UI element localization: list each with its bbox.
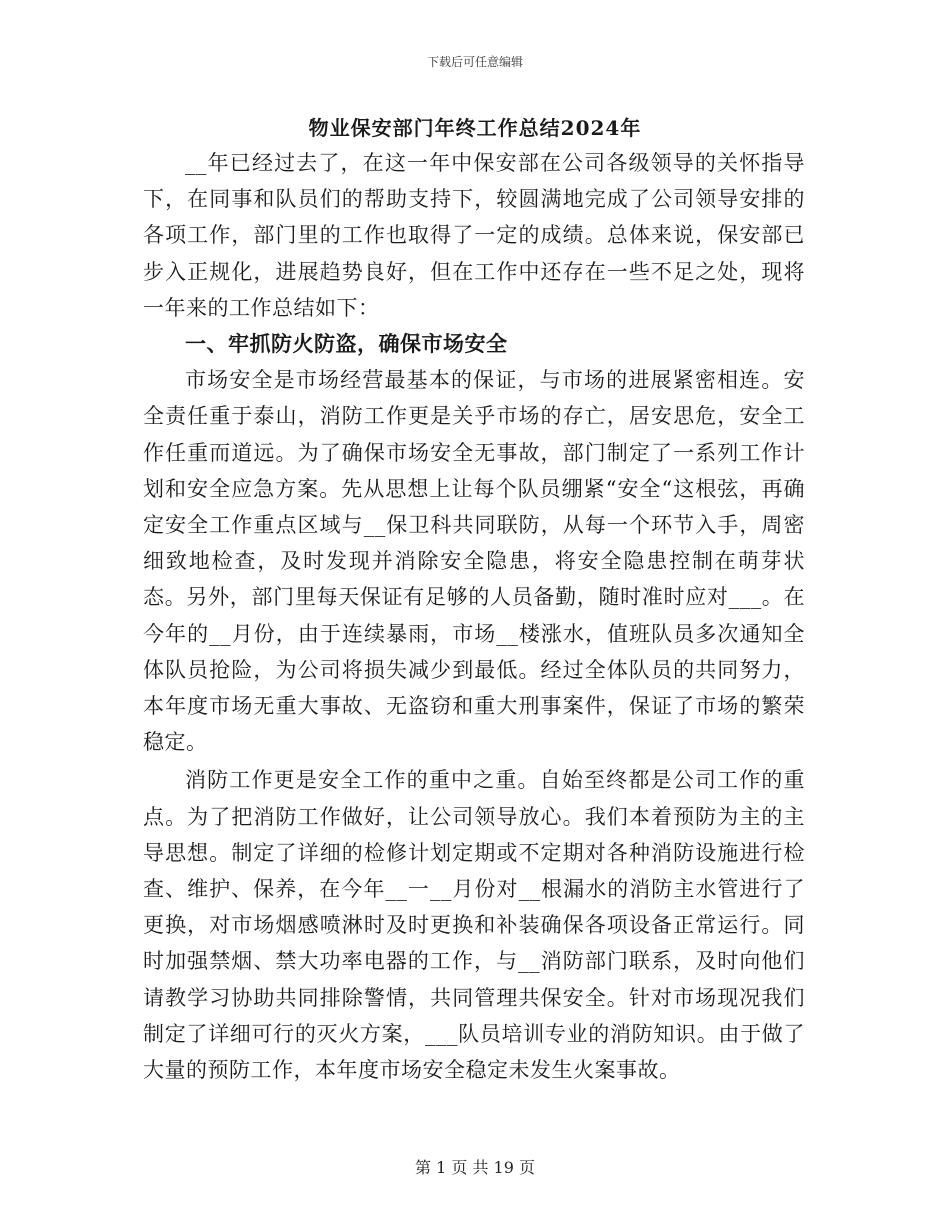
- section-heading: 一、牢抓防火防盗，确保市场安全: [185, 331, 508, 357]
- document-title: 物业保安部门年终工作总结2024年: [308, 116, 642, 140]
- header-note: 下载后可任意编辑: [426, 55, 523, 69]
- body-paragraph: 市场安全是市场经营最基本的保证，与市场的进展紧密相连。安全责任重于泰山，消防工作更是关乎市场的存亡，居安思危，安全工作任重而道远。为了确保市场安全无事故，部门制定了一系列工作计划和安全应急方案。先从思想上让每个队员绷紧“安全“这根弦，再确定安全工作重点区域与__保卫科共同联防，从每一个环节入手，周密细致地检查，及时发现并消除安全隐患，将安全隐患控制在萌芽状态。另外，部门里每天保证有足够的人员备勤，随时准时应对___。在今年的__月份，由于连续暴雨，市场__楼涨水，值班队员多次通知全体队员抢险，为公司将损失减少到最低。经过全体队员的共同努力，本年度市场无重大事故、无盗窃和重大刑事案件，保证了市场的繁荣稳定。: [143, 368, 805, 755]
- document-body: [143, 145, 805, 1088]
- intro-paragraph: __年已经过去了，在这一年中保安部在公司各级领导的关怀指导下，在同事和队员们的帮助支持下，较圆满地完成了公司领导安排的各项工作，部门里的工作也取得了一定的成绩。总体来说，保安部已步入正规化，进展趋势良好，但在工作中还存在一些不足之处，现将一年来的工作总结如下：: [143, 151, 805, 320]
- body-paragraph: 消防工作更是安全工作的重中之重。自始至终都是公司工作的重点。为了把消防工作做好，让公司领导放心。我们本着预防为主的主导思想。制定了详细的检修计划定期或不定期对各种消防设施进行检查、维护、保养，在今年__一__月份对__根漏水的消防主水管进行了更换，对市场烟感喷淋时及时更换和补装确保各项设备正常运行。同时加强禁烟、禁大功率电器的工作，与__消防部门联系，及时向他们请教学习协助共同排除警情，共同管理共保安全。针对市场现况我们制定了详细可行的灭火方案，___队员培训专业的消防知识。由于做了大量的预防工作，本年度市场安全稳定未发生火案事故。: [143, 768, 805, 1083]
- page-number: 第 1 页 共 19 页: [415, 1158, 535, 1177]
